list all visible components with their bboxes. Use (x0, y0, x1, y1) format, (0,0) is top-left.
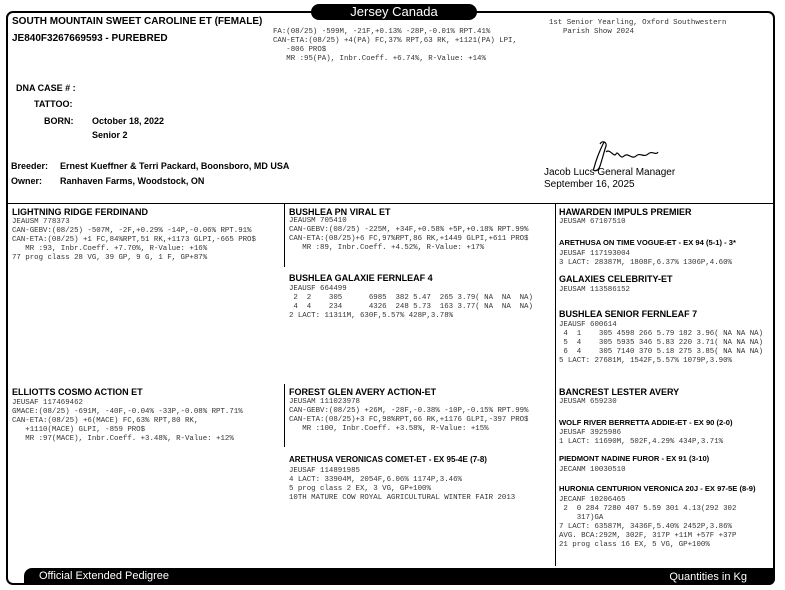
dam-dam-line-3: 10TH MATURE COW ROYAL AGRICULTURAL WINTER FAIR 2013 (289, 494, 516, 502)
sire-dam-registration: JEAUSF 664499 (289, 285, 347, 293)
born-value: October 18, 2022 (92, 116, 165, 126)
animal-registration: JE840F3267669593 - PUREBRED (12, 33, 168, 44)
sire-dam-line-2: 4 4 234 4326 248 5.73 163 3.77( NA NA NA) (289, 303, 533, 311)
sire-dam-sire-name: GALAXIES CELEBRITY-ET (559, 274, 673, 284)
sire-dam-name: BUSHLEA GALAXIE FERNLEAF 4 (289, 273, 433, 283)
sire-sire-sire-name: HAWARDEN IMPULS PREMIER (559, 207, 692, 217)
sire-dam-dam-registration: JEAUSF 600614 (559, 321, 617, 329)
show-line-2: Parish Show 2024 (563, 28, 634, 36)
sire-sire-dam-registration: JEUSAF 117193004 (559, 250, 630, 258)
age-class: Senior 2 (92, 130, 128, 140)
dam-dam-dam-name: HURONIA CENTURION VERONICA 20J - EX 97-5E (8-9) (559, 484, 756, 493)
sire-sire-line-1: CAN-GEBV:(08/25) -225M, +34F,+0.58% +5P,+0.18% RPT.99% (289, 226, 529, 234)
footer-title: Official Extended Pedigree (39, 570, 170, 582)
dam-sire-dam-line-1: 1 LACT: 11690M, 502F,4.29% 434P,3.71% (559, 438, 724, 446)
dam-dam-dam-line-1: 2 0 284 7280 407 5.59 301 4.13(292 302 (559, 505, 737, 513)
column-divider-1a (284, 204, 285, 267)
sire-dam-dam-line-4: 5 LACT: 27681M, 1542F,5.57% 1079P,3.90% (559, 357, 732, 365)
sire-name: LIGHTNING RIDGE FERDINAND (12, 207, 148, 217)
dam-registration: JEUSAF 117469462 (12, 399, 83, 407)
sire-line-4: 77 prog class 28 VG, 39 GP, 9 G, 1 F, GP+87% (12, 254, 208, 262)
sire-line-1: CAN-GEBV:(08/25) -507M, -2F,+0.29% -14P,-0.06% RPT.91% (12, 227, 252, 235)
pedigree-top-divider (7, 203, 774, 204)
sire-sire-dam-name: ARETHUSA ON TIME VOGUE-ET - EX 94 (5-1) - 3* (559, 238, 736, 247)
certifier-name: Jacob Lucs General Manager (544, 167, 676, 178)
dam-line-4: MR :97(MACE), Inbr.Coeff. +3.48%, R-Value: +12% (12, 435, 234, 443)
animal-name: SOUTH MOUNTAIN SWEET CAROLINE ET (FEMALE) (12, 16, 263, 27)
dam-dam-dam-line-5: 21 prog class 16 EX, 5 VG, GP+100% (559, 541, 710, 549)
sire-dam-dam-line-1: 4 1 305 4598 266 5.79 182 3.96( NA NA NA) (559, 330, 764, 338)
dam-sire-dam-registration: JEUSAF 3925986 (559, 429, 622, 437)
sire-sire-dam-line-1: 3 LACT: 28387M, 1808F,6.37% 1306P,4.60% (559, 259, 732, 267)
dam-sire-dam-name: WOLF RIVER BERRETTA ADDIE-ET - EX 90 (2-0) (559, 418, 733, 427)
dam-dam-line-2: 5 prog class 2 EX, 3 VG, GP+100% (289, 485, 431, 493)
genetics-line-4: MR :95(PA), Inbr.Coeff. +6.74%, R-Value: +14% (273, 55, 486, 63)
sire-sire-line-3: MR :89, Inbr.Coeff. +4.52%, R-Value: +17% (289, 244, 485, 252)
dam-sire-line-3: MR :100, Inbr.Coeff. +3.58%, R-Value: +15% (289, 425, 489, 433)
show-line-1: 1st Senior Yearling, Oxford Southwestern (549, 19, 727, 27)
dam-dam-line-1: 4 LACT: 33904M, 2054F,6.06% 1174P,3.46% (289, 476, 462, 484)
dna-case-label: DNA CASE # : (16, 83, 76, 93)
breeder-label: Breeder: (11, 161, 49, 171)
dam-name: ELLIOTTS COSMO ACTION ET (12, 387, 143, 397)
sire-sire-line-2: CAN-ETA:(08/25)+6 FC,97%RPT,86 RK,+1449 GLPI,+611 PRO$ (289, 235, 529, 243)
column-divider-2 (555, 204, 556, 566)
breed-association-tab: Jersey Canada (311, 4, 477, 20)
dam-sire-registration: JEUSAM 111023978 (289, 398, 360, 406)
sire-dam-dam-name: BUSHLEA SENIOR FERNLEAF 7 (559, 309, 698, 319)
born-label: BORN: (44, 116, 74, 126)
sire-sire-sire-registration: JEUSAM 67107510 (559, 218, 626, 226)
dam-dam-dam-line-4: AVG. BCA:292M, 302F, 317P +11M +57F +37P (559, 532, 737, 540)
genetics-line-3: -806 PRO$ (273, 46, 327, 54)
column-divider-1b (284, 384, 285, 447)
dam-line-3: +1110(MACE) GLPI, -859 PRO$ (12, 426, 146, 434)
dam-sire-line-1: CAN-GEBV:(08/25) +26M, -28F,-0.38% -10P,-0.15% RPT.99% (289, 407, 529, 415)
dam-dam-dam-line-2: 317)GA (559, 514, 604, 522)
tattoo-label: TATTOO: (34, 99, 73, 109)
certifier-date: September 16, 2025 (544, 179, 635, 190)
sire-dam-sire-registration: JEUSAM 113586152 (559, 286, 630, 294)
dam-dam-registration: JEUSAF 114891985 (289, 467, 360, 475)
sire-sire-name: BUSHLEA PN VIRAL ET (289, 207, 391, 217)
sire-sire-registration: JEAUSM 705410 (289, 217, 347, 225)
sire-line-2: CAN-ETA:(08/25) +1 FC,84%RPT,51 RK,+1173 GLPI,-665 PRO$ (12, 236, 256, 244)
genetics-line-2: CAN-ETA:(08/25) +4(PA) FC,37% RPT,63 RK, +1121(PA) LPI, (273, 37, 517, 45)
footer-units: Quantities in Kg (669, 571, 747, 583)
sire-dam-line-3: 2 LACT: 11311M, 630F,5.57% 428P,3.78% (289, 312, 454, 320)
dam-sire-sire-name: BANCREST LESTER AVERY (559, 387, 680, 397)
sire-line-3: MR :93, Inbr.Coeff. +7.70%, R-Value: +16% (12, 245, 208, 253)
footer-bar (24, 568, 775, 585)
dam-sire-name: FOREST GLEN AVERY ACTION-ET (289, 387, 437, 397)
dam-dam-dam-registration: JECANF 10206465 (559, 496, 626, 504)
dam-sire-line-2: CAN-ETA:(08/25)+3 FC,98%RPT,66 RK,+1176 GLPI,-397 PRO$ (289, 416, 529, 424)
dam-dam-dam-line-3: 7 LACT: 63587M, 3436F,5.40% 2452P,3.86% (559, 523, 732, 531)
owner-value: Ranhaven Farms, Woodstock, ON (60, 176, 205, 186)
breeder-value: Ernest Kueffner & Terri Packard, Boonsboro, MD USA (60, 161, 290, 171)
sire-registration: JEAUSM 778373 (12, 218, 70, 226)
dam-dam-sire-registration: JECANM 10030510 (559, 466, 626, 474)
dam-sire-sire-registration: JEUSAM 659230 (559, 398, 617, 406)
dam-dam-name: ARETHUSA VERONICAS COMET-ET - EX 95-4E (7-8) (289, 455, 487, 464)
owner-label: Owner: (11, 176, 43, 186)
sire-dam-line-1: 2 2 305 6985 382 5.47 265 3.79( NA NA NA) (289, 294, 533, 302)
dam-line-1: GMACE:(08/25) -691M, -40F,-0.04% -33P,-0.08% RPT.71% (12, 408, 243, 416)
dam-line-2: CAN-ETA:(08/25) +6(MACE) FC,63% RPT,80 RK, (12, 417, 199, 425)
sire-dam-dam-line-2: 5 4 305 5935 346 5.83 220 3.71( NA NA NA) (559, 339, 764, 347)
dam-dam-sire-name: PIEDMONT NADINE FUROR - EX 91 (3-10) (559, 454, 710, 463)
sire-dam-dam-line-3: 6 4 305 7140 370 5.18 275 3.85( NA NA NA) (559, 348, 764, 356)
genetics-line-1: FA:(08/25) -599M, -21F,+0.13% -28P,-0.01% RPT.41% (273, 28, 491, 36)
